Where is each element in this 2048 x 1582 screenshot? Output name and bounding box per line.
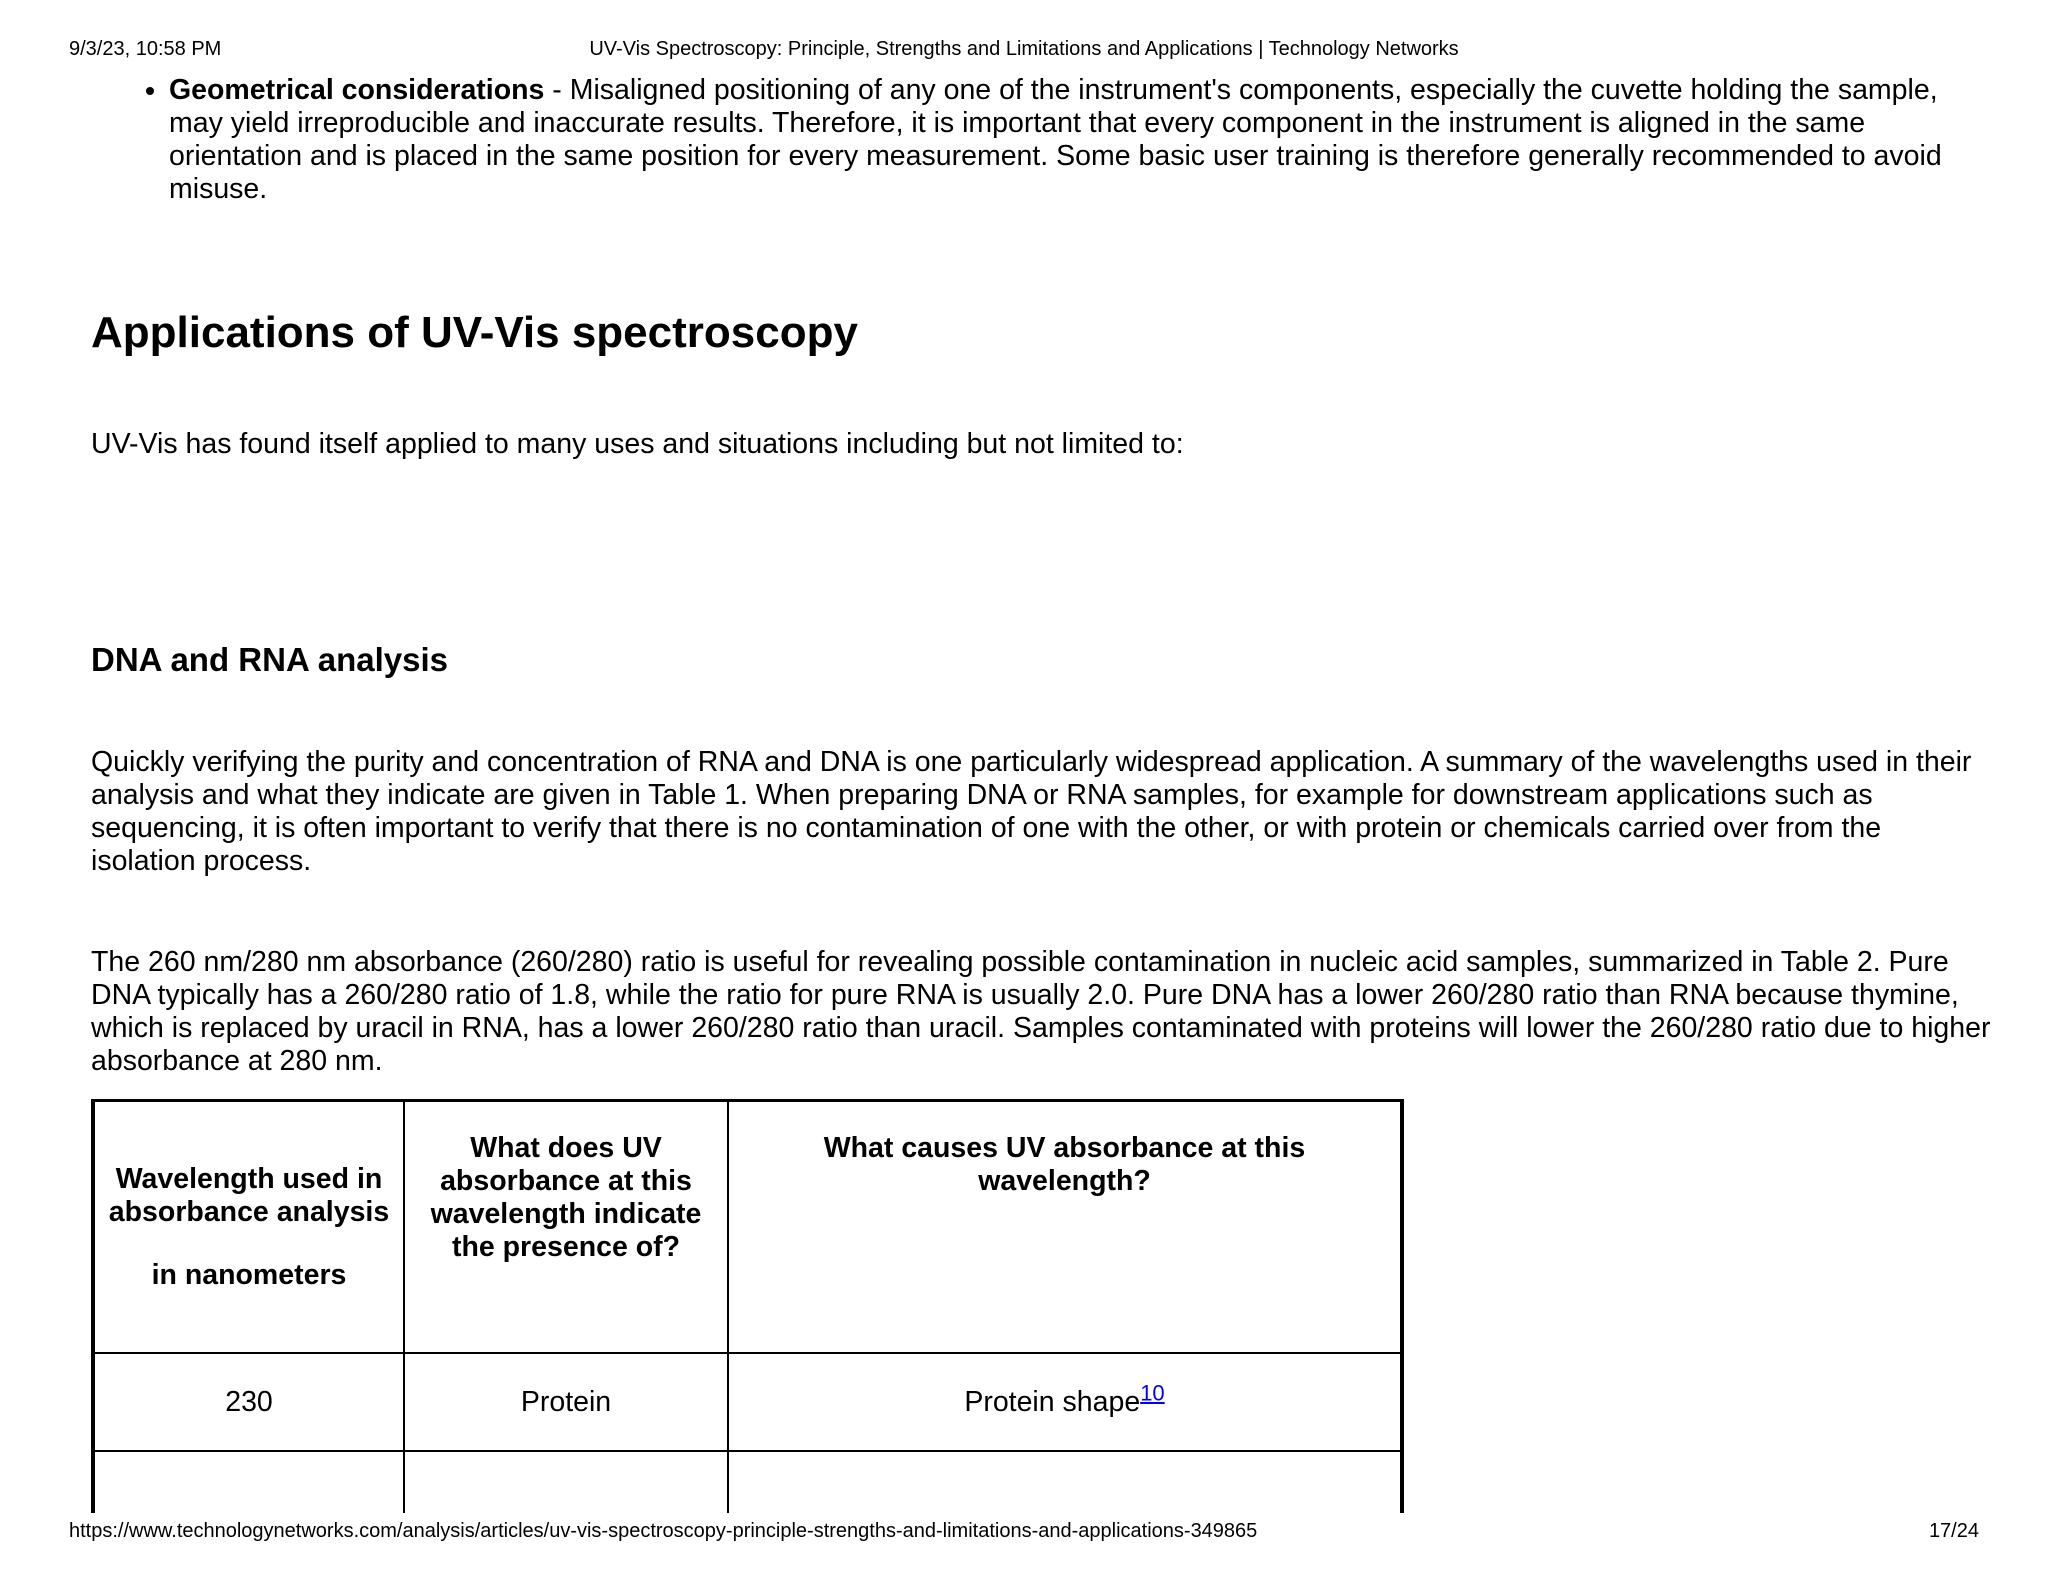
column-header-cause <box>728 1101 1401 1354</box>
table-row <box>94 1353 1401 1451</box>
table-row <box>94 1451 1401 1513</box>
cell-wavelength: 230 <box>94 1353 404 1451</box>
cell-cause <box>728 1353 1401 1451</box>
header-wavelength-label: Wavelength used in absorbance analysis <box>108 1162 390 1228</box>
section-intro: UV-Vis has found itself applied to many uses and situations including but not limited to: <box>91 428 1184 460</box>
column-header-wavelength <box>94 1101 404 1354</box>
print-header <box>69 38 1979 64</box>
wavelength-table-wrapper <box>91 1099 1404 1513</box>
cell-empty <box>404 1451 728 1513</box>
column-header-indicates <box>404 1101 728 1354</box>
subsection-heading: DNA and RNA analysis <box>91 641 448 678</box>
header-wavelength-unit: in nanometers <box>151 1258 347 1291</box>
header-cause-label: What causes UV absorbance at this wavelength? <box>823 1132 1306 1197</box>
article-content <box>91 74 1991 1077</box>
bullet-list <box>91 74 1991 206</box>
cell-indicates: Protein <box>404 1353 728 1451</box>
print-footer <box>69 1520 1979 1546</box>
table-header-row <box>94 1101 1401 1354</box>
cell-empty <box>94 1451 404 1513</box>
citation-link[interactable]: 10 <box>1140 1380 1165 1405</box>
print-page-title: UV-Vis Spectroscopy: Principle, Strengths and Limitations and Applications | Technology Networks <box>589 38 1459 60</box>
header-indicates-label: What does UV absorbance at this wavelength indicate the presence of? <box>430 1132 702 1263</box>
page-number: 17/24 <box>1928 1520 1979 1542</box>
cell-empty <box>728 1451 1401 1513</box>
cause-text: Protein shape <box>964 1385 1141 1418</box>
wavelength-table <box>93 1099 1402 1513</box>
print-url: https://www.technologynetworks.com/analysis/articles/uv-vis-spectroscopy-principle-strengths-and-limitations-and-applications-349865 <box>69 1520 1258 1542</box>
list-item <box>169 74 1991 206</box>
section-heading: Applications of UV-Vis spectroscopy <box>91 308 858 357</box>
bullet-term: Geometrical considerations <box>169 74 545 106</box>
bullet-text: - Misaligned positioning of any one of the instrument's components, especially the cuvette holding the sample, may yield irreproducible and inaccurate results. Therefore, it is important that every component in the instrument is aligned in the same orientation and is placed in the same position for every measurement. Some basic user training is therefore generally recommended to avoid misuse. <box>169 74 1942 205</box>
paragraph: Quickly verifying the purity and concentration of RNA and DNA is one particularly widespread application. A summary of the wavelengths used in their analysis and what they indicate are given in Table 1. When preparing DNA or RNA samples, for example for downstream applications such as sequencing, it is often important to verify that there is no contamination of one with the other, or with protein or chemicals carried over from the isolation process. <box>91 746 1972 877</box>
paragraph: The 260 nm/280 nm absorbance (260/280) ratio is useful for revealing possible contamination in nucleic acid samples, summarized in Table 2. Pure DNA typically has a 260/280 ratio of 1.8, while the ratio for pure RNA is usually 2.0. Pure DNA has a lower 260/280 ratio than RNA because thymine, which is replaced by uracil in RNA, has a lower 260/280 ratio than uracil. Samples contaminated with proteins will lower the 260/280 ratio due to higher absorbance at 280 nm. <box>91 946 1991 1077</box>
print-date: 9/3/23, 10:58 PM <box>69 38 222 60</box>
